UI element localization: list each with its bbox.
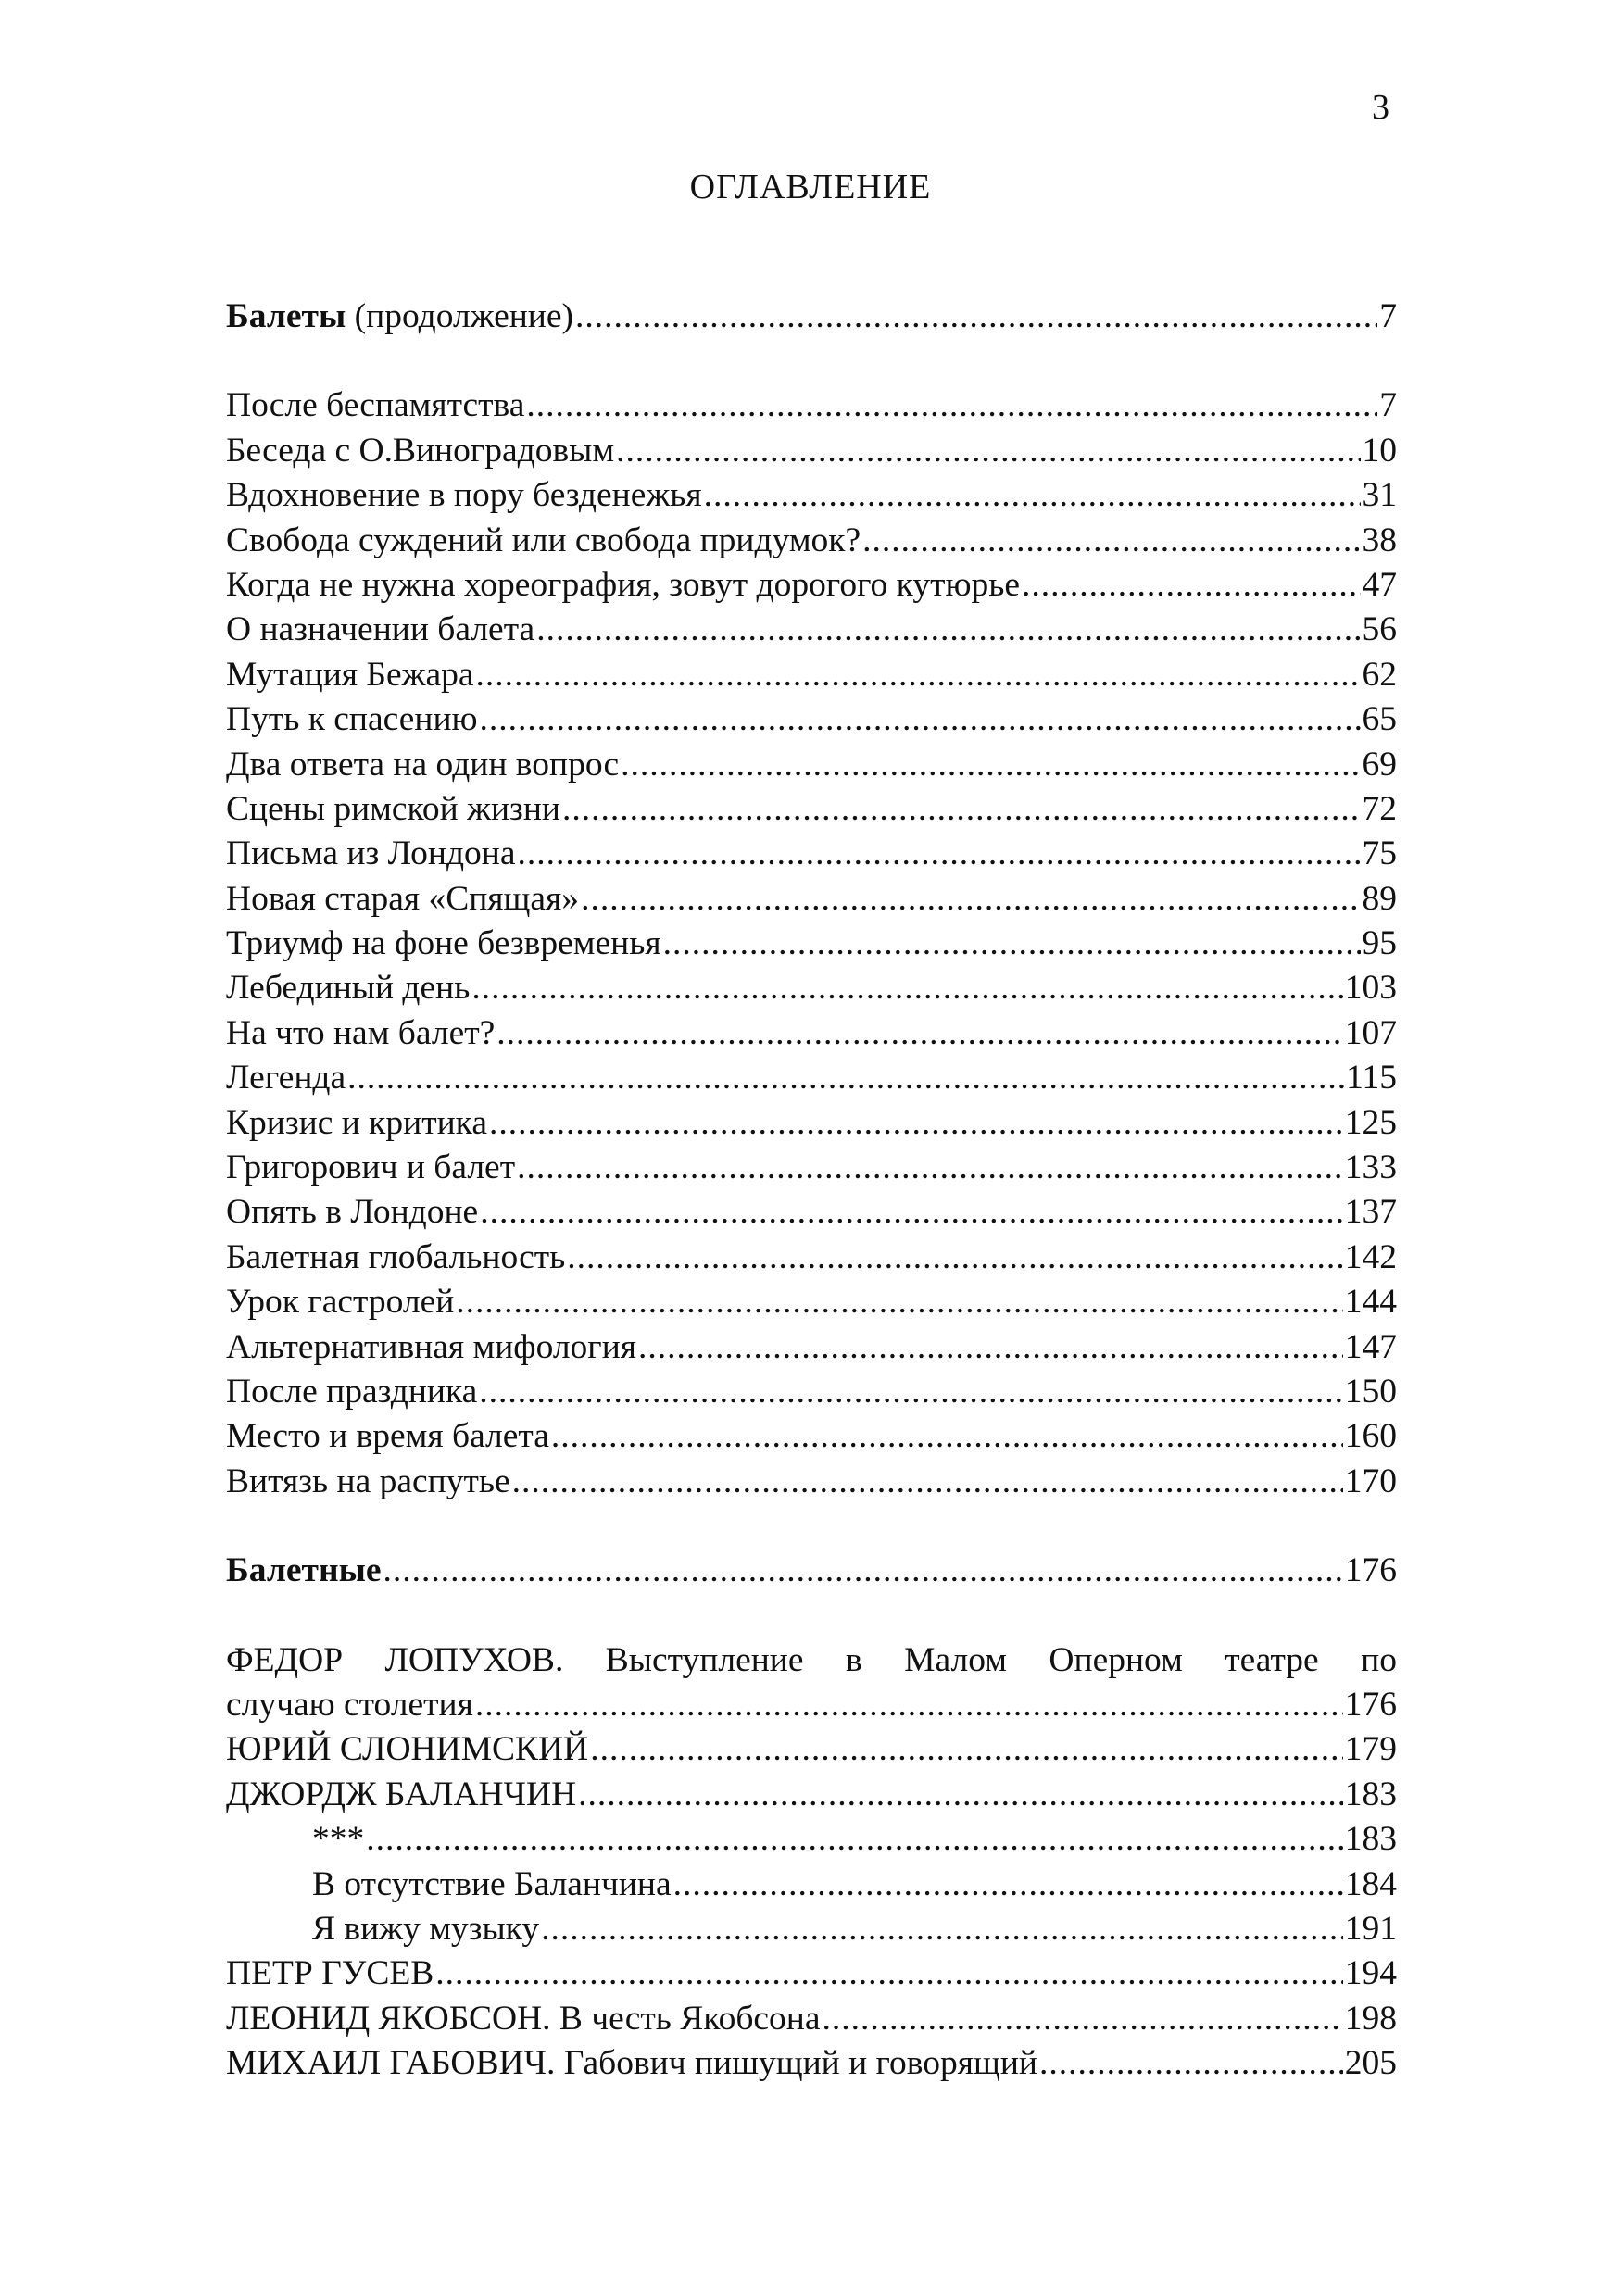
dot-leader — [475, 1683, 1343, 1727]
toc-page-number: 183 — [1344, 1820, 1397, 1859]
section-heading-rest: (продолжение) — [346, 297, 573, 335]
dot-leader — [862, 519, 1360, 563]
dot-leader — [1022, 563, 1361, 608]
toc-entry-label: В отсутствие Баланчина — [312, 1864, 672, 1903]
toc-entry-label: ЛЕОНИД ЯКОБСОН. В честь Якобсона — [226, 1999, 821, 2038]
dot-leader — [496, 1011, 1343, 1056]
toc-entry-label: Свобода суждений или свобода придумок? — [226, 521, 861, 559]
dot-leader — [638, 1325, 1343, 1370]
dot-leader — [1039, 2041, 1343, 2086]
toc-page-number: 103 — [1344, 969, 1397, 1008]
toc-page-number: 95 — [1362, 924, 1397, 963]
toc-entry-label: Место и время балета — [226, 1417, 549, 1456]
toc-entry[interactable] — [226, 429, 1397, 473]
dot-leader — [476, 653, 1361, 697]
toc-entry-label: Я вижу музыку — [312, 1909, 540, 1948]
dot-leader — [567, 1236, 1342, 1280]
toc-page-number: 38 — [1362, 521, 1397, 559]
toc-entry[interactable] — [226, 1011, 1397, 1056]
toc-entry-label: Беседа с О.Виноградовым — [226, 431, 615, 470]
toc-entry[interactable] — [226, 1817, 1397, 1862]
toc-entry-label: *** — [312, 1820, 365, 1859]
toc-entry-label: МИХАИЛ ГАБОВИЧ. Габович пишущий и говорящий — [226, 2044, 1037, 2083]
dot-leader — [621, 743, 1360, 787]
dot-leader — [456, 1280, 1342, 1324]
toc-entry-label: Григорович и балет — [226, 1148, 516, 1187]
toc-page-number: 160 — [1344, 1417, 1397, 1456]
toc-page-number: 7 — [1379, 297, 1397, 335]
toc-entry[interactable] — [226, 1773, 1397, 1817]
dot-leader — [526, 383, 1377, 428]
dot-leader — [435, 1951, 1342, 1996]
toc-entry[interactable] — [226, 1370, 1397, 1414]
toc-page-number: 115 — [1346, 1059, 1397, 1098]
toc-list — [226, 383, 1397, 1504]
toc-entry-label: случаю столетия — [226, 1685, 473, 1724]
toc-entry-label: Кризис и критика — [226, 1103, 487, 1142]
toc-entry-label: На что нам балет? — [226, 1013, 496, 1052]
dot-leader — [479, 1370, 1342, 1414]
toc-section-heading[interactable] — [226, 1549, 1397, 1593]
toc-list — [226, 1727, 1397, 2086]
toc-page-number: 65 — [1362, 700, 1397, 739]
toc-entry[interactable] — [226, 877, 1397, 922]
toc-page-number: 62 — [1362, 655, 1397, 694]
dot-leader — [517, 1146, 1343, 1190]
toc-page-number: 31 — [1362, 476, 1397, 515]
toc-entry-label: Вдохновение в пору безденежья — [226, 476, 702, 515]
toc-entry-label: Лебединый день — [226, 969, 471, 1008]
dot-leader — [536, 608, 1360, 652]
toc-page-number: 147 — [1344, 1327, 1397, 1366]
toc-entry[interactable] — [226, 519, 1397, 563]
dot-leader — [366, 1817, 1343, 1862]
toc-entry[interactable] — [226, 743, 1397, 787]
toc-entry[interactable] — [226, 1190, 1397, 1235]
dot-leader — [489, 1101, 1343, 1146]
toc-page-number: 125 — [1344, 1103, 1397, 1142]
toc-entry-label: Два ответа на один вопрос — [226, 745, 620, 784]
toc-entry[interactable] — [226, 1414, 1397, 1459]
toc-entry-label: Балетная глобальность — [226, 1237, 566, 1276]
toc-page-number: 198 — [1344, 1999, 1397, 2038]
toc-page-number: 10 — [1362, 431, 1397, 470]
toc-entry-label: ЮРИЙ СЛОНИМСКИЙ — [226, 1730, 589, 1769]
toc-entry-label: Витязь на распутье — [226, 1462, 510, 1500]
dot-leader — [575, 295, 1377, 339]
toc-entry[interactable] — [226, 1727, 1397, 1772]
toc-page-number: 75 — [1362, 834, 1397, 873]
toc-page-number: 137 — [1344, 1193, 1397, 1232]
dot-leader — [541, 1907, 1343, 1951]
dot-leader — [480, 697, 1361, 742]
toc-page-number: 7 — [1379, 386, 1397, 425]
dot-leader — [347, 1056, 1344, 1100]
toc-entry-label: После праздника — [226, 1372, 478, 1411]
toc-entry[interactable] — [226, 1101, 1397, 1146]
toc-entry-label: Когда не нужна хореография, зовут дорогого кутюрье — [226, 565, 1020, 604]
toc-page-number: 176 — [1344, 1551, 1397, 1590]
page-number: 3 — [1372, 88, 1389, 127]
toc-entry[interactable] — [226, 1325, 1397, 1370]
toc-page-number: 133 — [1344, 1148, 1397, 1187]
toc-entry-label: ДЖОРДЖ БАЛАНЧИН — [226, 1775, 577, 1813]
dot-leader — [673, 1863, 1343, 1907]
dot-leader — [480, 1190, 1343, 1235]
toc-page-number: 191 — [1344, 1909, 1397, 1948]
dot-leader — [616, 429, 1360, 473]
toc-page-number: 184 — [1344, 1864, 1397, 1903]
dot-leader — [663, 922, 1361, 966]
toc-page-number: 170 — [1344, 1462, 1397, 1500]
toc-section-heading[interactable] — [226, 295, 1397, 339]
toc-entry-label: Мутация Бежара — [226, 655, 474, 694]
section-heading-bold: Балетные — [226, 1551, 382, 1590]
toc-page-number: 183 — [1344, 1775, 1397, 1813]
toc-page-number: 107 — [1344, 1013, 1397, 1052]
toc-entry-label: О назначении балета — [226, 610, 535, 649]
section-gap — [226, 1504, 1397, 1549]
dot-leader — [471, 966, 1342, 1010]
toc-page-number: 179 — [1344, 1730, 1397, 1769]
toc-page-number: 89 — [1362, 879, 1397, 918]
toc-entry[interactable] — [226, 1236, 1397, 1280]
toc-page-number: 142 — [1344, 1237, 1397, 1276]
toc-entry[interactable] — [226, 1146, 1397, 1190]
toc-entry[interactable] — [226, 473, 1397, 518]
toc-entry-line[interactable]: ФЕДОР ЛОПУХОВ. Выступление в Малом Оперном театре по — [226, 1640, 1397, 1679]
dot-leader — [590, 1727, 1343, 1772]
toc-entry-label: Опять в Лондоне — [226, 1193, 479, 1232]
toc-entry-label: После беспамятства — [226, 386, 525, 425]
toc-page-number: 194 — [1344, 1954, 1397, 1993]
toc-entry[interactable] — [226, 1683, 1397, 1727]
toc-entry-label: Сцены римской жизни — [226, 789, 560, 828]
dot-leader — [518, 832, 1361, 876]
dot-leader — [551, 1414, 1343, 1459]
toc-entry[interactable] — [226, 832, 1397, 876]
toc-entry[interactable] — [226, 1907, 1397, 1951]
toc-entry[interactable] — [226, 1863, 1397, 1907]
toc-entry[interactable] — [226, 608, 1397, 652]
toc-entry-label: Легенда — [226, 1059, 346, 1098]
toc-entry[interactable] — [226, 1460, 1397, 1504]
dot-leader — [562, 787, 1361, 832]
toc-page-number: 144 — [1344, 1283, 1397, 1322]
section-gap — [226, 1594, 1397, 1638]
toc-entry[interactable] — [226, 1056, 1397, 1100]
toc-entry[interactable] — [226, 1997, 1397, 2041]
toc-entry[interactable] — [226, 697, 1397, 742]
toc-entry-label: Урок гастролей — [226, 1283, 455, 1322]
dot-leader — [581, 877, 1360, 922]
toc-page-number: 205 — [1344, 2044, 1397, 2083]
toc-entry[interactable] — [226, 922, 1397, 966]
toc-page-number: 176 — [1344, 1685, 1397, 1724]
toc-entry-label: Путь к спасению — [226, 700, 478, 739]
toc-entry-label: Триумф на фоне безвременья — [226, 924, 661, 963]
toc-entry[interactable] — [226, 1280, 1397, 1324]
toc-entry-label: Альтернативная мифология — [226, 1327, 637, 1366]
toc-entry[interactable] — [226, 2041, 1397, 2086]
toc-page-number: 47 — [1362, 565, 1397, 604]
toc-entry-label: ПЕТР ГУСЕВ — [226, 1954, 434, 1993]
toc-page-number: 56 — [1362, 610, 1397, 649]
page-title: ОГЛАВЛЕНИЕ — [689, 168, 932, 207]
toc-entry[interactable] — [226, 383, 1397, 428]
toc-page-number: 150 — [1344, 1372, 1397, 1411]
toc-entry-label: Письма из Лондона — [226, 834, 516, 873]
dot-leader — [512, 1460, 1343, 1504]
dot-leader — [578, 1773, 1343, 1817]
dot-leader — [823, 1997, 1343, 2041]
section-heading-bold: Балеты — [226, 297, 346, 335]
dot-leader — [383, 1549, 1343, 1593]
toc-entry[interactable] — [226, 966, 1397, 1010]
toc-entry[interactable] — [226, 787, 1397, 832]
toc-page-number: 69 — [1362, 745, 1397, 784]
toc-entry[interactable] — [226, 1951, 1397, 1996]
toc-entry-label: Новая старая «Спящая» — [226, 879, 580, 918]
toc-entry[interactable] — [226, 563, 1397, 608]
toc-entry[interactable] — [226, 653, 1397, 697]
section-gap — [226, 339, 1397, 383]
table-of-contents — [226, 295, 1397, 2086]
toc-page-number: 72 — [1362, 789, 1397, 828]
dot-leader — [704, 473, 1361, 518]
